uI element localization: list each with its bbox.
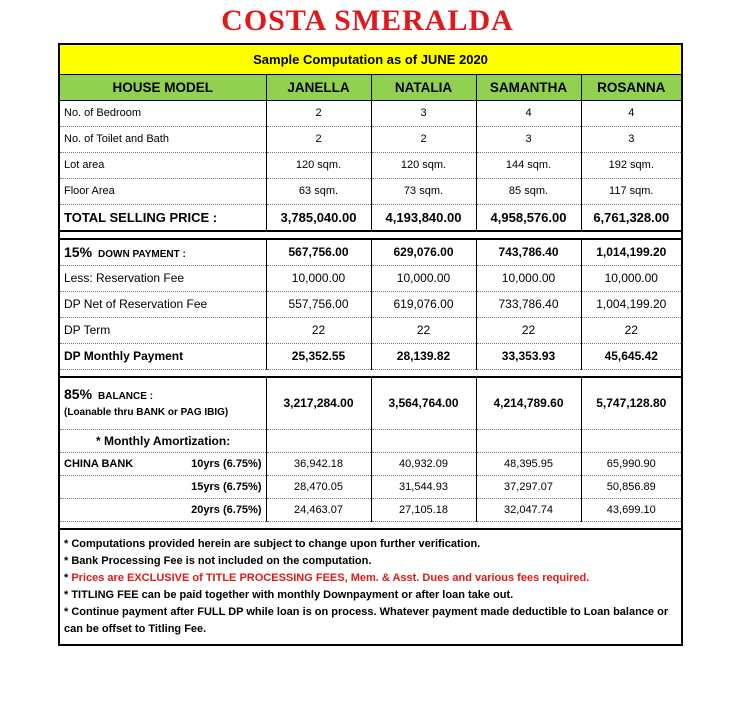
down-payment-percent: 15% (64, 244, 93, 261)
down-payment-text: DOWN PAYMENT : (98, 249, 186, 261)
dp-row-label: DP Monthly Payment (60, 343, 266, 369)
dp-value-rosanna: 22 (581, 317, 681, 343)
gap-cell (60, 521, 681, 529)
amortization-term: 10yrs (6.75%) (191, 457, 262, 470)
spec-label: No. of Bedroom (60, 100, 266, 126)
spec-row (60, 152, 681, 178)
dp-row (60, 291, 681, 317)
dp-value-natalia: 28,139.82 (371, 343, 476, 369)
balance-percent: 85% (64, 385, 93, 402)
amortization-row (60, 498, 681, 521)
total-selling-price-samantha: 4,958,576.00 (476, 204, 581, 231)
spec-value-samantha: 144 sqm. (476, 152, 581, 178)
spec-value-natalia: 2 (371, 126, 476, 152)
amortization-empty-natalia (371, 429, 476, 452)
amortization-janella: 28,470.05 (266, 475, 371, 498)
balance-label (60, 377, 266, 429)
spec-value-janella: 2 (266, 100, 371, 126)
note-5: * Continue payment after FULL DP while loan is on process. Whatever payment made deductible to Loan balance or can be offset to Titling Fee. (64, 606, 669, 635)
balance-natalia: 3,564,764.00 (371, 377, 476, 429)
amortization-row (60, 452, 681, 475)
amortization-samantha: 32,047.74 (476, 498, 581, 521)
dp-value-janella: 22 (266, 317, 371, 343)
dp-row-label: DP Net of Reservation Fee (60, 291, 266, 317)
note-1: * Computations provided herein are subject to change upon further verification. (64, 538, 481, 550)
spec-value-janella: 63 sqm. (266, 178, 371, 204)
spec-value-natalia: 73 sqm. (371, 178, 476, 204)
amortization-label: * Monthly Amortization: (60, 429, 266, 452)
model-header-samantha: SAMANTHA (476, 74, 581, 100)
spec-row (60, 100, 681, 126)
balance-rosanna: 5,747,128.80 (581, 377, 681, 429)
amortization-term: 20yrs (6.75%) (191, 503, 262, 516)
amortization-row (60, 475, 681, 498)
balance-text: BALANCE : (98, 390, 154, 402)
amortization-janella: 36,942.18 (266, 452, 371, 475)
sample-computation-title: Sample Computation as of JUNE 2020 (60, 45, 681, 74)
note-3 (64, 570, 677, 587)
spec-value-natalia: 120 sqm. (371, 152, 476, 178)
amortization-empty-rosanna (581, 429, 681, 452)
spec-label: Lot area (60, 152, 266, 178)
dp-row (60, 343, 681, 369)
note-3-star: * (64, 572, 72, 584)
note-2: * Bank Processing Fee is not included on the computation. (64, 555, 372, 567)
dp-value-janella: 25,352.55 (266, 343, 371, 369)
balance-janella: 3,217,284.00 (266, 377, 371, 429)
spec-row (60, 178, 681, 204)
spec-value-rosanna: 117 sqm. (581, 178, 681, 204)
dp-row-label: Less: Reservation Fee (60, 265, 266, 291)
spec-label: No. of Toilet and Bath (60, 126, 266, 152)
down-payment-samantha: 743,786.40 (476, 239, 581, 265)
subtitle-row (60, 45, 681, 74)
dp-value-natalia: 619,076.00 (371, 291, 476, 317)
amortization-term: 15yrs (6.75%) (191, 480, 262, 493)
dp-value-samantha: 733,786.40 (476, 291, 581, 317)
dp-value-samantha: 10,000.00 (476, 265, 581, 291)
down-payment-rosanna: 1,014,199.20 (581, 239, 681, 265)
spec-value-janella: 120 sqm. (266, 152, 371, 178)
down-payment-label (60, 239, 266, 265)
down-payment-row (60, 239, 681, 265)
amortization-natalia: 27,105.18 (371, 498, 476, 521)
total-selling-price-row (60, 204, 681, 231)
amortization-empty-samantha (476, 429, 581, 452)
model-header-natalia: NATALIA (371, 74, 476, 100)
dp-value-rosanna: 1,004,199.20 (581, 291, 681, 317)
dp-row-label: DP Term (60, 317, 266, 343)
total-selling-price-label: TOTAL SELLING PRICE : (60, 204, 266, 231)
spec-value-natalia: 3 (371, 100, 476, 126)
dp-row (60, 265, 681, 291)
spec-value-samantha: 85 sqm. (476, 178, 581, 204)
section-gap (60, 231, 681, 239)
section-gap (60, 369, 681, 377)
dp-value-janella: 557,756.00 (266, 291, 371, 317)
spec-value-samantha: 3 (476, 126, 581, 152)
amortization-rosanna: 43,699.10 (581, 498, 681, 521)
dp-value-samantha: 22 (476, 317, 581, 343)
total-selling-price-janella: 3,785,040.00 (266, 204, 371, 231)
spec-value-samantha: 4 (476, 100, 581, 126)
amortization-natalia: 40,932.09 (371, 452, 476, 475)
dp-row (60, 317, 681, 343)
amortization-samantha: 37,297.07 (476, 475, 581, 498)
gap-cell (60, 369, 681, 377)
section-gap (60, 521, 681, 529)
amortization-natalia: 31,544.93 (371, 475, 476, 498)
model-header-janella: JANELLA (266, 74, 371, 100)
amortization-term-cell (60, 475, 266, 498)
spec-value-rosanna: 3 (581, 126, 681, 152)
total-selling-price-rosanna: 6,761,328.00 (581, 204, 681, 231)
spec-value-janella: 2 (266, 126, 371, 152)
amortization-label-row (60, 429, 681, 452)
page-title: COSTA SMERALDA (221, 4, 514, 37)
note-3-red-text: Prices are EXCLUSIVE of TITLE PROCESSING FEES, Mem. & Asst. Dues and various fees required. (71, 572, 590, 584)
balance-note: (Loanable thru BANK or PAG IBIG) (64, 406, 229, 418)
amortization-term-cell (60, 498, 266, 521)
down-payment-natalia: 629,076.00 (371, 239, 476, 265)
balance-samantha: 4,214,789.60 (476, 377, 581, 429)
gap-cell (60, 231, 681, 239)
dp-value-janella: 10,000.00 (266, 265, 371, 291)
amortization-janella: 24,463.07 (266, 498, 371, 521)
note-4: * TITLING FEE can be paid together with monthly Downpayment or after loan take out. (64, 589, 514, 601)
balance-row (60, 377, 681, 429)
amortization-rosanna: 65,990.90 (581, 452, 681, 475)
dp-value-rosanna: 10,000.00 (581, 265, 681, 291)
amortization-term-cell (60, 452, 266, 475)
notes-section (60, 530, 681, 644)
dp-value-rosanna: 45,645.42 (581, 343, 681, 369)
amortization-samantha: 48,395.95 (476, 452, 581, 475)
dp-value-natalia: 22 (371, 317, 476, 343)
model-header-rosanna: ROSANNA (581, 74, 681, 100)
header-row (60, 74, 681, 100)
dp-value-samantha: 33,353.93 (476, 343, 581, 369)
dp-value-natalia: 10,000.00 (371, 265, 476, 291)
total-selling-price-natalia: 4,193,840.00 (371, 204, 476, 231)
computation-sheet (58, 43, 683, 646)
spec-label: Floor Area (60, 178, 266, 204)
spec-value-rosanna: 4 (581, 100, 681, 126)
bank-name: CHINA BANK (64, 457, 134, 470)
down-payment-janella: 567,756.00 (266, 239, 371, 265)
spec-value-rosanna: 192 sqm. (581, 152, 681, 178)
computation-table (60, 45, 681, 530)
spec-row (60, 126, 681, 152)
house-model-header: HOUSE MODEL (60, 74, 266, 100)
amortization-rosanna: 50,856.89 (581, 475, 681, 498)
amortization-empty-janella (266, 429, 371, 452)
